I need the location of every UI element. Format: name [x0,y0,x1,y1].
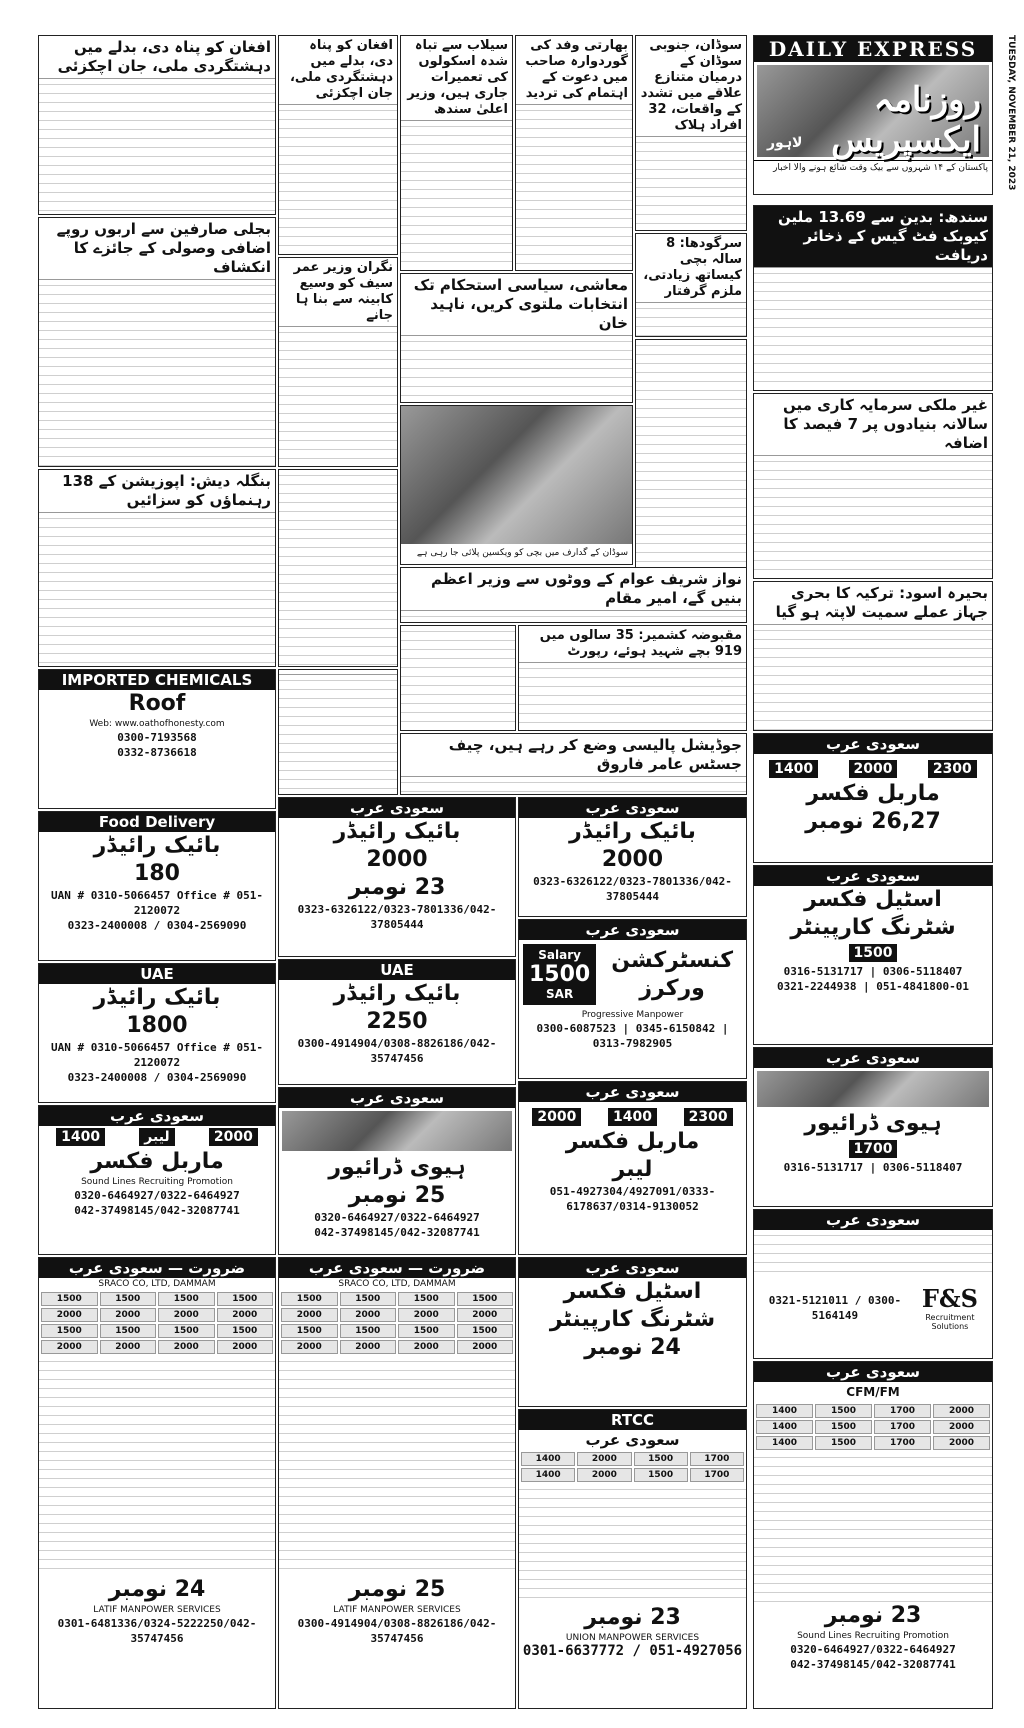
ad-uae-title: UAE [279,960,515,980]
ad-sraco-title: ضرورت — سعودی عرب [279,1258,515,1278]
ad-cell: 1500 [340,1292,397,1306]
ad-marble-fixer: ماربل فکسر [90,1149,224,1174]
ad-food-delivery-title: Food Delivery [39,812,275,832]
ad-sraco-grid [39,1290,275,1356]
ad-sound-lines: Sound Lines Recruiting Promotion [797,1631,949,1641]
ad-cell: 2000 [41,1340,98,1354]
headline-sailab: سیلاب سے تباہ شدہ اسکولوں کی تعمیرات جاری ہیں، وزیر اعلیٰ سندھ [401,36,512,121]
ad-phone-10: 042-37498145/042-32087741 [314,1226,480,1239]
ad-interview-date: 24 نومبر [108,1577,206,1602]
ad-roof-site: Web: www.oathofhonesty.com [89,719,225,729]
headline-afghan-main: افغان کو پناہ دی، بدلے میں دہشتگردی ملی، جان اچکزئی [39,36,275,79]
ad-interview-date: 23 نومبر [584,1605,681,1630]
headline-gas: سندھ: بدین سے 13.69 ملین کیوبک فٹ گیس کے ذخائر دریافت [754,206,992,268]
ad-saudi-title: سعودی عرب [39,1106,275,1126]
ad-rtcc-title: RTCC [519,1410,746,1430]
ad-bike-rider: بائیک رائیڈر [333,819,461,844]
masthead [753,35,993,195]
ad-phone-13: 0321-5121011 / 0300-5164149 [768,1293,902,1322]
article-body [401,336,632,403]
ad-phone-8: 0300-4914904/0308-8826186/042-35747456 [297,1617,497,1645]
headline-afghan: افغان کو پناہ دی، بدلے میں دہشتگردی ملی، جان اچکزئی [279,36,397,105]
ad-sraco-list [39,1356,275,1576]
ad-fs-logo: F&S [921,1284,978,1313]
ad-interview-date: 24 نومبر [584,1335,681,1360]
ad-cell: 1500 [398,1292,455,1306]
ad-chip-1400: 1400 [769,760,818,778]
ad-chip-2000: 2000 [209,1128,258,1146]
ad-chip-1500: 1500 [849,944,898,962]
ad-shuttering-title: شٹرنگ کارپینٹر [790,915,956,940]
article-body [401,611,746,623]
ad-cfm-grid [754,1402,992,1452]
ad-cfm-title: CFM/FM [754,1382,992,1402]
ad-cell: 2000 [100,1340,157,1354]
article-body [279,327,397,467]
ad-cell: 2000 [158,1308,215,1322]
ad-latif: LATIF MANPOWER SERVICES [93,1605,221,1615]
ad-interview-date: 23 نومبر [824,1603,922,1628]
ad-saudi-bike [278,797,516,957]
article-body [754,625,992,731]
ad-cell: 1500 [100,1324,157,1338]
ad-saudi-title: سعودی عرب [519,1430,746,1450]
news-nawaz [400,567,747,623]
ad-chip-2300: 2300 [928,760,977,778]
ad-saudi-title: سعودی عرب [754,1048,992,1068]
photo-caption: سوڈان کے گدارف میں بچی کو ویکسین پلائی جا رہی ہے [416,548,628,558]
ad-phone-11: 0301-6481336/0324-5222250/042-35747456 [57,1617,257,1645]
ad-steel-fixer-title: اسٹیل فکسر [804,887,942,912]
ad-saudi-title: سعودی عرب [754,866,992,886]
ad-saudi: سعودی عرب [308,1259,403,1277]
ad-cell: 1700 [690,1452,744,1466]
ad-phone-3: 0323-6326122/0323-7801336/042-37805444 [297,903,497,931]
ad-phone-5: 0316-5131717 | 0306-5118407 [783,1161,963,1174]
masthead-date: TUESDAY, NOVEMBER 21, 2023 [1006,35,1016,191]
ad-salary-label: Salary [538,948,581,962]
ad-cell: 2000 [577,1452,631,1466]
ad-bike-rider: بائیک رائیڈر [569,819,696,844]
ad-union: UNION MANPOWER SERVICES [565,1633,700,1643]
ad-sound-lines: Sound Lines Recruiting Promotion [81,1177,233,1187]
ad-cell: 2000 [457,1308,514,1322]
headline-nawaz: نواز شریف عوام کے ووٹوں سے وزیر اعظم بنیں گے، امیر مقام [401,568,746,611]
ad-cell: 1500 [41,1324,98,1338]
headline-bangladesh: بنگلہ دیش: اپوزیشن کے 138 رہنماؤں کو سزائیں [39,470,275,513]
ad-cell: 1400 [756,1404,813,1418]
ad-cell: 1400 [521,1452,575,1466]
masthead-world-graphic [757,65,989,160]
ad-cell: 1700 [874,1420,931,1434]
ad-truck-image [282,1111,512,1151]
ad-phone-4: 0300-6087523 | 0345-6150842 | 0313-7982905 [536,1022,729,1050]
ad-cell: 1700 [874,1404,931,1418]
article-body [519,663,746,731]
news-bangladesh [38,469,276,667]
ad-cfm-list [754,1452,992,1602]
headline-black-sea: بحیرہ اسود: ترکیہ کا بحری جہاز عملے سمیت لاپتہ ہو گیا [754,582,992,625]
news-sargodha [635,233,747,337]
ad-cell: 1700 [874,1436,931,1450]
ad-steel-fixer-title: اسٹیل فکسر [563,1279,702,1304]
ad-construction-title: کنسٹرکشن ورکرز [611,947,734,1001]
news-column-2 [278,469,398,667]
ad-salary-box [523,944,596,1005]
headline-fdi: غیر ملکی سرمایہ کاری میں سالانہ بنیادوں پر 7 فیصد کا اضافہ [754,394,992,456]
news-bijli [38,217,276,467]
ad-cell: 2000 [398,1340,455,1354]
ad-cell: 1500 [281,1324,338,1338]
ad-uae-bike [38,963,276,1103]
vaccination-photo [401,406,632,544]
ad-heavy-driver-title: ہیوی ڈرائیور [328,1155,466,1180]
ad-heavy-driver [278,1087,516,1255]
ad-sraco-list [279,1356,515,1576]
ad-phone-14: 051-4927304/4927091/0333-6178637/0314-9130052 [549,1185,716,1213]
news-judicial [400,733,747,795]
ad-rtcc [518,1409,747,1709]
ad-phone-9: 0320-6464927/0322-6464927 [74,1189,240,1202]
ad-chip-1400: 1400 [608,1108,657,1126]
ad-cell: 2000 [577,1468,631,1482]
ad-cell: 1400 [521,1468,575,1482]
ad-bike-rider: بائیک رائیڈر [333,981,461,1006]
ad-cell: 1500 [634,1452,688,1466]
ad-roof-chemicals [38,669,276,809]
news-black-sea [753,581,993,731]
news-fdi [753,393,993,579]
ad-cell: 2000 [100,1308,157,1322]
article-body [39,513,275,667]
headline-indian-delegation: بھارتی وفد کی گوردوارہ صاحب میں دعوت کے اہتمام کی تردید [516,36,632,105]
ad-phone-uan: UAN # 0310-5066457 Office # 051-2120072 [51,1041,263,1069]
masthead-tagline: پاکستان کے ۱۴ شہروں سے بیک وقت شائع ہونے والا اخبار [754,160,992,175]
newspaper-page [8,5,1018,1717]
ad-labour: لیبر [612,1157,653,1182]
ad-roof-chem-title: IMPORTED CHEMICALS [39,670,275,690]
ad-saudi-marble [38,1105,276,1255]
ad-cell: 2000 [398,1308,455,1322]
ad-saudi-bike-2 [518,797,747,917]
ad-phone-9: 0320-6464927/0322-6464927 [314,1211,480,1224]
ad-saudi-title: سعودی عرب [519,1082,746,1102]
ad-bike-rider: بائیک رائیڈر [93,833,221,858]
ad-steel-fixer-2 [753,865,993,1045]
news-sudan [635,35,747,231]
masthead-english-title: DAILY EXPRESS [754,36,992,62]
article-body [516,105,632,271]
ad-saudi-mgi [753,733,993,863]
ad-heavy-driver-title: ہیوی ڈرائیور [804,1111,942,1136]
ad-salary-unit: SAR [546,987,574,1001]
ad-cell: 2000 [217,1308,274,1322]
ad-salary-2250: 2250 [366,1009,428,1034]
ad-roof-phone-1: 0300-7193568 [117,731,197,744]
ad-phone-3: 0323-6326122/0323-7801336/042-37805444 [533,875,732,903]
news-afghan-trade [278,669,398,795]
article-body [636,303,746,337]
ad-saudi-title: سعودی عرب [519,1258,746,1278]
ad-marble-labour [518,1081,747,1255]
ad-cell: 1400 [756,1436,813,1450]
ad-interview-date: 25 نومبر [348,1183,446,1208]
article-body [279,105,397,255]
ad-interview-date: 23 نومبر [348,875,446,900]
ad-chip-labour: لیبر [139,1128,174,1146]
headline-judicial: جوڈیشل پالیسی وضع کر رہے ہیں، چیف جسٹس عامر فاروق [401,734,746,777]
ad-saudi-title: سعودی عرب [519,798,746,818]
ad-salary-180: 180 [134,861,180,886]
ad-truck-image [757,1071,989,1107]
headline-kashmir: مقبوضہ کشمیر: 35 سالوں میں 919 بچے شہید ہوئے، رپورٹ [519,626,746,663]
ad-cell: 1500 [41,1292,98,1306]
ad-cell: 2000 [340,1340,397,1354]
ad-rtcc-list [519,1484,746,1604]
masthead-urdu-title: روزنامہ ایکسپریس [831,80,981,160]
ad-sraco-grid [279,1290,515,1356]
ad-saudi-title: سعودی عرب [519,920,746,940]
ad-shuttering-title: شٹرنگ کارپینٹر [549,1307,716,1332]
ad-cell: 1500 [457,1324,514,1338]
ad-cell: 1700 [690,1468,744,1482]
ad-salary-2000: 2000 [366,847,428,872]
news-column [635,339,747,593]
ad-cell: 2000 [933,1404,990,1418]
ad-phone-8: 0300-4914904/0308-8826186/042-35747456 [297,1037,497,1065]
ad-saudi-title: سعودی عرب [754,1362,992,1382]
article-body [401,121,512,271]
news-column-3 [400,625,516,731]
article-body [636,137,746,231]
news-afghan [278,35,398,255]
ad-saudi: سعودی عرب [68,1259,163,1277]
ad-phone-5: 0316-5131717 | 0306-5118407 [783,965,963,978]
ad-saudi-title: سعودی عرب [279,1088,515,1108]
ad-chip-1700: 1700 [849,1140,898,1158]
article-body [39,79,275,215]
headline-elections: معاشی، سیاسی استحکام تک انتخابات ملتوی کریں، ناہید خان [401,274,632,336]
ad-zaroorat: ضرورت [428,1259,486,1277]
news-elections [400,273,633,403]
ad-phone-9: 0320-6464927/0322-6464927 [790,1643,956,1656]
ad-cell: 1500 [398,1324,455,1338]
ad-cell: 2000 [158,1340,215,1354]
ad-zaroorat: ضرورت [188,1259,246,1277]
ad-interview-date: 26,27 نومبر [805,809,941,834]
ad-cell: 2000 [933,1436,990,1450]
article-body [39,280,275,467]
ad-chip-2300: 2300 [684,1108,733,1126]
ad-sraco-company: SRACO CO, LTD, DAMMAM [98,1279,216,1289]
ad-cell: 1500 [217,1292,274,1306]
ad-uae-title: UAE [39,964,275,984]
ad-cell: 1500 [158,1324,215,1338]
ad-chip-1400: 1400 [56,1128,105,1146]
ad-phone-uan: UAN # 0310-5066457 Office # 051-2120072 [51,889,263,917]
headline-sargodha: سرگودھا: 8 سالہ بچی کیساتھ زیادتی، ملزم گرفتار [636,234,746,303]
ad-cell: 1500 [815,1436,872,1450]
ad-chip-2000: 2000 [849,760,898,778]
ad-bike-rider: بائیک رائیڈر [93,985,221,1010]
ad-steel-fixer [518,1257,747,1407]
ad-cell: 1500 [158,1292,215,1306]
ad-sraco-company: SRACO CO, LTD, DAMMAM [338,1279,456,1289]
ad-cell: 2000 [41,1308,98,1322]
ad-phone-7: 0323-2400008 / 0304-2569090 [67,1071,247,1084]
ad-cell: 2000 [340,1308,397,1322]
ad-cell: 2000 [457,1340,514,1354]
ad-cell: 2000 [281,1340,338,1354]
headline-sudan: سوڈان، جنوبی سوڈان کے درمیان متنازع علاقے میں تشدد کے واقعات، 32 افراد ہلاک [636,36,746,137]
ad-latif: LATIF MANPOWER SERVICES [333,1605,461,1615]
ad-cell: 1500 [815,1404,872,1418]
ad-rtcc-grid [519,1450,746,1484]
ad-food-delivery [38,811,276,961]
ad-saudi-title: سعودی عرب [754,1210,992,1230]
ad-cell: 2000 [281,1308,338,1322]
ad-saudi-title: سعودی عرب [754,734,992,754]
ad-chip-2000: 2000 [532,1108,581,1126]
news-kashmir [518,625,747,731]
ad-salary-value: 1500 [529,962,591,987]
article-body [636,340,746,593]
ad-fs-recruitment [753,1209,993,1359]
article-body [754,268,992,391]
ad-heavy-driver-2 [753,1047,993,1207]
ad-cell: 1500 [217,1324,274,1338]
headline-bijli: بجلی صارفین سے اربوں روپے اضافی وصولی کے جائزے کا انکشاف [39,218,275,280]
ad-sraco-2 [278,1257,516,1709]
ad-cell: 1500 [340,1324,397,1338]
ad-cell: 2000 [217,1340,274,1354]
masthead-city: لاہور [767,135,803,151]
ad-roof-phone-2: 0332-8736618 [117,746,197,759]
ad-cfm [753,1361,993,1709]
ad-phone-12: 0301-6637772 / 051-4927056 [522,1643,743,1659]
ad-cell: 1500 [815,1420,872,1434]
news-indian-delegation [515,35,633,271]
ad-cell: 1500 [634,1468,688,1482]
ad-phone-7: 0323-2400008 / 0304-2569090 [67,919,247,932]
ad-sraco-1 [38,1257,276,1709]
ad-phone-10: 042-37498145/042-32087741 [790,1658,956,1671]
ad-uae-2 [278,959,516,1085]
ad-salary-2000: 2000 [601,847,664,872]
ad-phone-10: 042-37498145/042-32087741 [74,1204,240,1217]
ad-marble-fixer: ماربل فکسر [565,1129,700,1154]
ad-marble-fixer: ماربل فکسر [806,781,940,806]
ad-phone-6: 0321-2244938 | 051-4841800-01 [776,980,970,993]
news-photo [400,405,633,565]
ad-fs-list [754,1230,992,1280]
ad-cell: 1500 [457,1292,514,1306]
ad-construction [518,919,747,1079]
ad-cell: 1400 [756,1420,813,1434]
ad-salary-1800: 1800 [126,1013,188,1038]
news-gas [753,205,993,391]
ad-saudi-title: سعودی عرب [279,798,515,818]
article-body [279,470,397,667]
headline-caretaker: نگران وزیر عمر سیف کو وسیع کابینہ سے بنا ہا جانے [279,258,397,327]
ad-cell: 2000 [933,1420,990,1434]
ad-progressive: Progressive Manpower [581,1010,684,1020]
news-afghan-main [38,35,276,215]
news-caretaker [278,257,398,467]
ad-sraco-title: ضرورت — سعودی عرب [39,1258,275,1278]
article-body [279,675,397,795]
ad-roof-brand: Roof [128,691,186,716]
article-body [401,626,515,731]
article-body [754,456,992,579]
article-body [401,777,746,795]
news-sailab [400,35,513,271]
ad-cell: 1500 [100,1292,157,1306]
ad-interview-date: 25 نومبر [348,1577,446,1602]
ad-fs-sub: Recruitment Solutions [925,1313,975,1331]
ad-cell: 1500 [281,1292,338,1306]
